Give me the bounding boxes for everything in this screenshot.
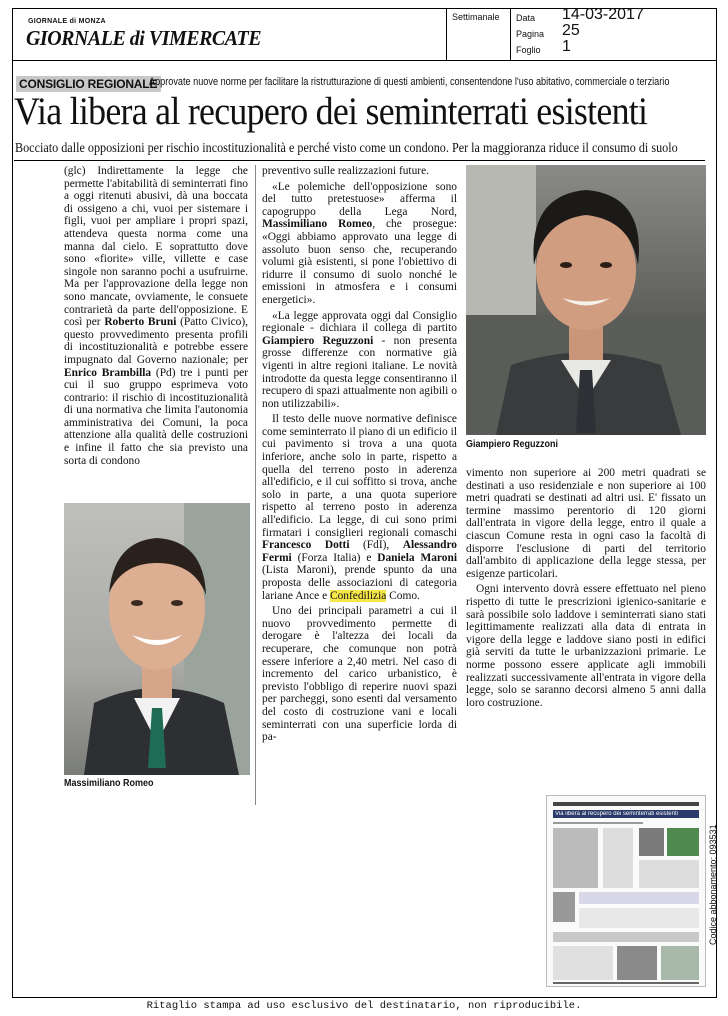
thumbnail-title: Via libera al recupero dei seminterrati esistenti: [555, 811, 678, 817]
header-divider: [446, 8, 447, 60]
paragraph: vimento non superiore ai 200 metri quadrati se destinati a uso residenziale e non superiore ai 100 metri quadrati se destinati ad altri usi. E' fissato un termine massimo perentorio di 120 giorni dall'entrata in vigore della legge, entro il quale a ciascun Comune resta in ogni caso la facoltà di disporre l'esclusione di parti del territorio dall'ambito di applicazione della legge stessa, per esigenze particolari.: [466, 467, 706, 580]
text-run: Como.: [386, 589, 420, 602]
article-subhead: Approvate nuove norme per facilitare la ristrutturazione di questi ambienti, consentendone l'uso abitativo, commerciale o terziario: [149, 76, 670, 88]
logo-small: GIORNALE di MONZA: [28, 18, 106, 25]
text-run: - non presenta grosse differenze con normative già vigenti in altre regioni italiane. Le novità introdotte da questa legge consentiranno il recupero di spazi attualmente non agibili o non utilizzabili».: [262, 334, 457, 410]
title-rule: [14, 160, 705, 161]
text-run: (Forza Italia) e: [291, 551, 378, 564]
article-deck: Bocciato dalle opposizioni per rischio incostituzionalità e perché visto come un condono. Per la maggioranza riduce il consumo di suolo: [15, 140, 678, 155]
text-run: (glc) Indirettamente la legge che permette l'abitabilità di seminterrati fino a oggi ritenuti abusivi, dà una boccata di ossigeno a chi, vuoi per sistemare i figli, vuoi per ampliare i propri spazi, attendeva questa norma come una manna dal cielo. E soprattutto dove sono «fiorite» ville, villette e case singole non saranno pochi a usufruirne. Ma per l'approvazione della legge non sono mancate, ovviamente, le consuete contrarietà da parte dell'opposizione. E così per: [64, 165, 248, 329]
page-label: Pagina: [516, 29, 545, 39]
paragraph: [262, 413, 457, 602]
photo-massimiliano-romeo: [64, 503, 250, 775]
text-run: (FdI),: [349, 539, 403, 552]
person-name: Massimiliano Romeo: [262, 218, 373, 231]
person-name: Daniela Maroni: [377, 551, 457, 564]
date-value: 14-03-2017: [562, 6, 644, 23]
section-kicker: CONSIGLIO REGIONALE: [16, 76, 161, 92]
person-name: Alessandro Fermi: [262, 539, 457, 564]
article-column-3: [466, 467, 706, 797]
paragraph: [262, 181, 457, 307]
newspaper-logo: GIORNALE di VIMERCATE: [26, 26, 262, 50]
paragraph: [262, 310, 457, 411]
paragraph: Uno dei principali parametri a cui il nuovo provvedimento permette di derogare è l'altezza dei locali da recuperare, che comunque non potrà essere inferiore a 2,40 metri. Nel caso di incremento del carico urbanistico, è previsto l'obbligo di reperire nuovi spazi per parcheggi, sono esenti dal versamento del costo di costruzione vani e locali seminterrati con una superficie lorda di pa-: [262, 605, 457, 744]
highlighted-keyword: Confedilizia: [330, 589, 387, 602]
portrait-illustration: [466, 165, 706, 435]
header-divider: [510, 8, 511, 60]
column-divider: [255, 165, 256, 805]
header-rule: [12, 60, 717, 61]
text-run: «La legge approvata oggi dal Consiglio regionale - dichiara il collega di partito: [262, 309, 457, 335]
text-run: «Le polemiche dell'opposizione sono del tutto pretestuose» afferma il capogruppo della Lega Nord,: [262, 180, 457, 218]
photo-giampiero-reguzzoni: [466, 165, 706, 435]
person-name: Enrico Brambilla: [64, 366, 152, 379]
paragraph: Ogni intervento dovrà essere effettuato nel pieno rispetto di tutte le prescrizioni igienico-sanitarie e sarà possibile solo laddove i seminterrati siano stati legittimamente realizzati alla data di entrata in vigore della legge e laddove siano posti in edifici già serviti da tutte le urbanizzazioni primarie. Le norme possono essere applicate agli immobili realizzati successivamente all'entrata in vigore della legge, solo se saranno decorsi almeno 5 anni dalla loro costruzione.: [466, 583, 706, 709]
subscription-code: Codice abbonamento: 093531: [708, 824, 718, 945]
text-run: (Lista Maroni), prende spunto da una proposta delle associazioni di categoria lariane Ance e: [262, 564, 457, 602]
sheet-label: Foglio: [516, 45, 541, 55]
date-label: Data: [516, 13, 536, 23]
text-run: (Pd) tre i punti per cui il suo gruppo esprimeva voto contrario: il rischio di incostituzionalità di una normativa che limita l'autonomia amministrativa dei Comuni, la poca attenzione alla qualità delle costruzioni e infine il fatto che sia previsto una sorta di condono: [64, 366, 248, 467]
portrait-illustration: [64, 503, 250, 775]
text-run: (Patto Civico), questo provvedimento presenta profili di incostituzionalità e potrebbe essere impugnato dal Governo nazionale; per: [64, 316, 248, 366]
person-name: Roberto Bruni: [104, 316, 177, 329]
article-title: Via libera al recupero dei seminterrati esistenti: [14, 90, 648, 133]
frequency-label: Settimanale: [452, 12, 500, 22]
thumbnail-illustration: [547, 796, 705, 986]
person-name: Francesco Dotti: [262, 539, 350, 552]
text-run: , che prosegue: «Oggi abbiamo approvato una legge di assoluto buon senso che, recuperando volumi già esistenti, si pone l'obiettivo di ridurre il consumo di suolo nonché le emissioni in atmosfera e i consumi energetici».: [262, 218, 457, 306]
page-thumbnail: [546, 795, 706, 987]
sheet-value: 1: [562, 38, 571, 55]
article-column-2: [262, 165, 457, 805]
page-value: 25: [562, 22, 580, 39]
paragraph: preventivo sulle realizzazioni future.: [262, 165, 429, 177]
article-column-1: [64, 165, 248, 497]
photo-caption: Massimiliano Romeo: [64, 778, 154, 789]
paragraph: [64, 165, 248, 467]
text-run: Il testo delle nuove normative definisce come seminterrato il piano di un edificio il cui pavimento si trova a una quota inferiore, anche solo in parte, rispetto a quella del terreno posto in aderenza all'edificio, e il cui soffitto si trova, anche solo in parte, a una quota superiore rispetto al terreno posto in aderenza all'edificio. La legge, di cui sono primi firmatari i consiglieri regionali comaschi: [262, 413, 457, 539]
photo-caption: Giampiero Reguzzoni: [466, 439, 559, 450]
clipping-footer: Ritaglio stampa ad uso esclusivo del destinatario, non riproducibile.: [146, 1000, 582, 1012]
person-name: Giampiero Reguzzoni: [262, 334, 374, 347]
